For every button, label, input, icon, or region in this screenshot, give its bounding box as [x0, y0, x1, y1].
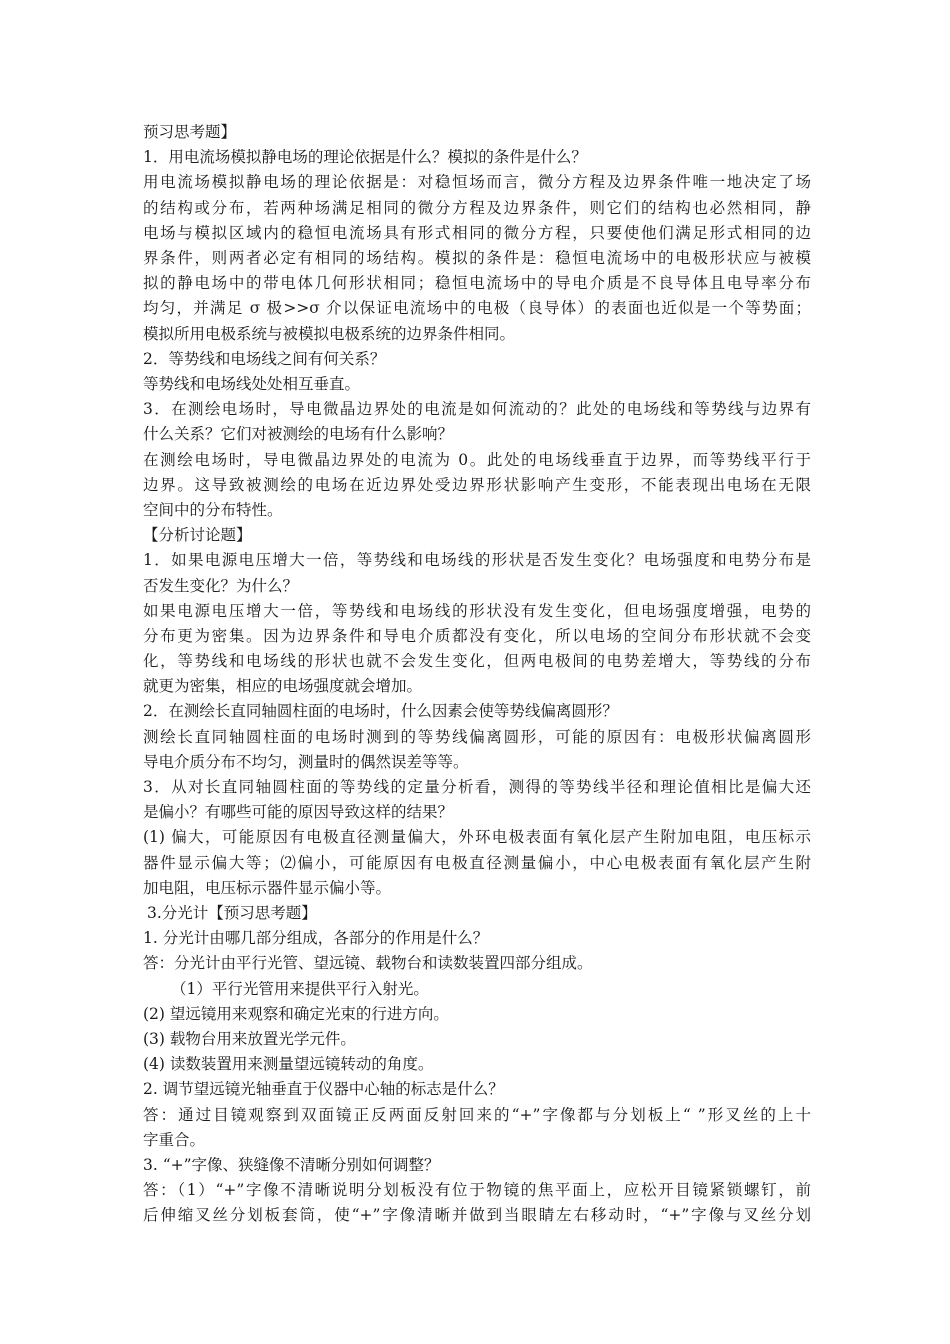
text-line: （1）平行光管用来提供平行入射光。	[171, 979, 429, 998]
text-line: 加电阻，电压标示器件显示偏小等。	[143, 878, 392, 897]
text-line: 空间中的分布特性。	[143, 500, 283, 519]
text-line: 在测绘电场时，导电微晶边界处的电流为 0。此处的电场线垂直于边界，而等势线平行于	[143, 450, 811, 469]
text-line: 用电流场模拟静电场的理论依据是：对稳恒场而言，微分方程及边界条件唯一地决定了场	[143, 173, 811, 192]
text-line: 1. 分光计由哪几部分组成，各部分的作用是什么？	[143, 929, 489, 948]
text-line: 是偏小？有哪些可能的原因导致这样的结果？	[143, 803, 454, 822]
text-line: 答：分光计由平行光管、望远镜、载物台和读数装置四部分组成。	[143, 954, 593, 973]
text-line: 测绘长直同轴圆柱面的电场时测到的等势线偏离圆形，可能的原因有：电极形状偏离圆形	[143, 727, 811, 746]
text-line: 的结构或分布，若两种场满足相同的微分方程及边界条件，则它们的结构也必然相同，静	[143, 198, 811, 217]
text-line: 什么关系？它们对被测绘的电场有什么影响？	[143, 425, 454, 444]
text-line: (3) 载物台用来放置光学元件。	[143, 1030, 356, 1049]
text-line: 答：（1）“+”字像不清晰说明分划板没有位于物镜的焦平面上，应松开目镜紧锁螺钉，前	[143, 1181, 811, 1200]
text-line: (1) 偏大，可能原因有电极直径测量偏大，外环电极表面有氧化层产生附加电阻，电压标示	[143, 828, 811, 847]
text-line: 导电介质分布不均匀，测量时的偶然误差等等。	[143, 752, 469, 771]
text-line: 就更为密集，相应的电场强度就会增加。	[143, 677, 423, 696]
text-line: 预习思考题】	[143, 123, 237, 141]
text-line: 答：通过目镜观察到双面镜正反两面反射回来的“+”字像都与分划板上“ ”形叉丝的上十	[143, 1105, 811, 1124]
text-line: (4) 读数装置用来测量望远镜转动的角度。	[143, 1055, 434, 1074]
text-line: 如果电源电压增大一倍，等势线和电场线的形状没有发生变化，但电场强度增强，电势的	[143, 601, 811, 620]
text-line: 否发生变化？为什么？	[143, 576, 299, 595]
text-line: 3.分光计【预习思考题】	[147, 904, 317, 923]
text-line: 化，等势线和电场线的形状也就不会发生变化，但两电极间的电势差增大，等势线的分布	[143, 652, 811, 671]
text-line: 界条件，则两者必定有相同的场结构。模拟的条件是：稳恒电流场中的电极形状应与被模	[143, 248, 811, 267]
text-line: 2. 调节望远镜光轴垂直于仪器中心轴的标志是什么？	[143, 1080, 504, 1099]
text-line: 【分析讨论题】	[143, 526, 252, 545]
text-line: 3．从对长直同轴圆柱面的等势线的定量分析看，测得的等势线半径和理论值相比是偏大还	[143, 778, 811, 797]
text-line: (2) 望远镜用来观察和确定光束的行进方向。	[143, 1004, 449, 1023]
text-line: 器件显示偏大等；⑵偏小，可能原因有电极直径测量偏小，中心电极表面有氧化层产生附	[143, 853, 811, 872]
text-line: 电场与模拟区域内的稳恒电流场具有形式相同的微分方程，只要使他们满足形式相同的边	[143, 223, 811, 242]
text-line: 3. “+”字像、狭缝像不清晰分别如何调整？	[143, 1156, 440, 1175]
text-line: 边界。这导致被测绘的电场在近边界处受边界形状影响产生变形，不能表现出电场在无限	[143, 475, 811, 494]
text-line: 1．如果电源电压增大一倍，等势线和电场线的形状是否发生变化？电场强度和电势分布是	[143, 551, 811, 570]
text-line: 1．用电流场模拟静电场的理论依据是什么？模拟的条件是什么？	[143, 148, 587, 167]
text-line: 等势线和电场线处处相互垂直。	[143, 374, 361, 393]
document-page	[143, 120, 811, 1229]
text-line: 均匀，并满足 σ 极>>σ 介以保证电流场中的电极（良导体）的表面也近似是一个等势面；	[143, 299, 811, 318]
text-line: 后伸缩叉丝分划板套筒，使“+”字像清晰并做到当眼睛左右移动时，“+”字像与叉丝分划	[143, 1206, 811, 1225]
text-line: 拟的静电场中的带电体几何形状相同；稳恒电流场中的导电介质是不良导体且电导率分布	[143, 274, 811, 293]
text-line: 分布更为密集。因为边界条件和导电介质都没有变化，所以电场的空间分布形状就不会变	[143, 626, 811, 645]
text-line: 字重合。	[143, 1130, 206, 1149]
text-line: 3．在测绘电场时，导电微晶边界处的电流是如何流动的？此处的电场线和等势线与边界有	[143, 400, 811, 419]
text-line: 模拟所用电极系统与被模拟电极系统的边界条件相同。	[143, 324, 516, 343]
text-line: 2．等势线和电场线之间有何关系？	[143, 349, 386, 368]
text-line: 2．在测绘长直同轴圆柱面的电场时，什么因素会使等势线偏离圆形？	[143, 702, 618, 721]
